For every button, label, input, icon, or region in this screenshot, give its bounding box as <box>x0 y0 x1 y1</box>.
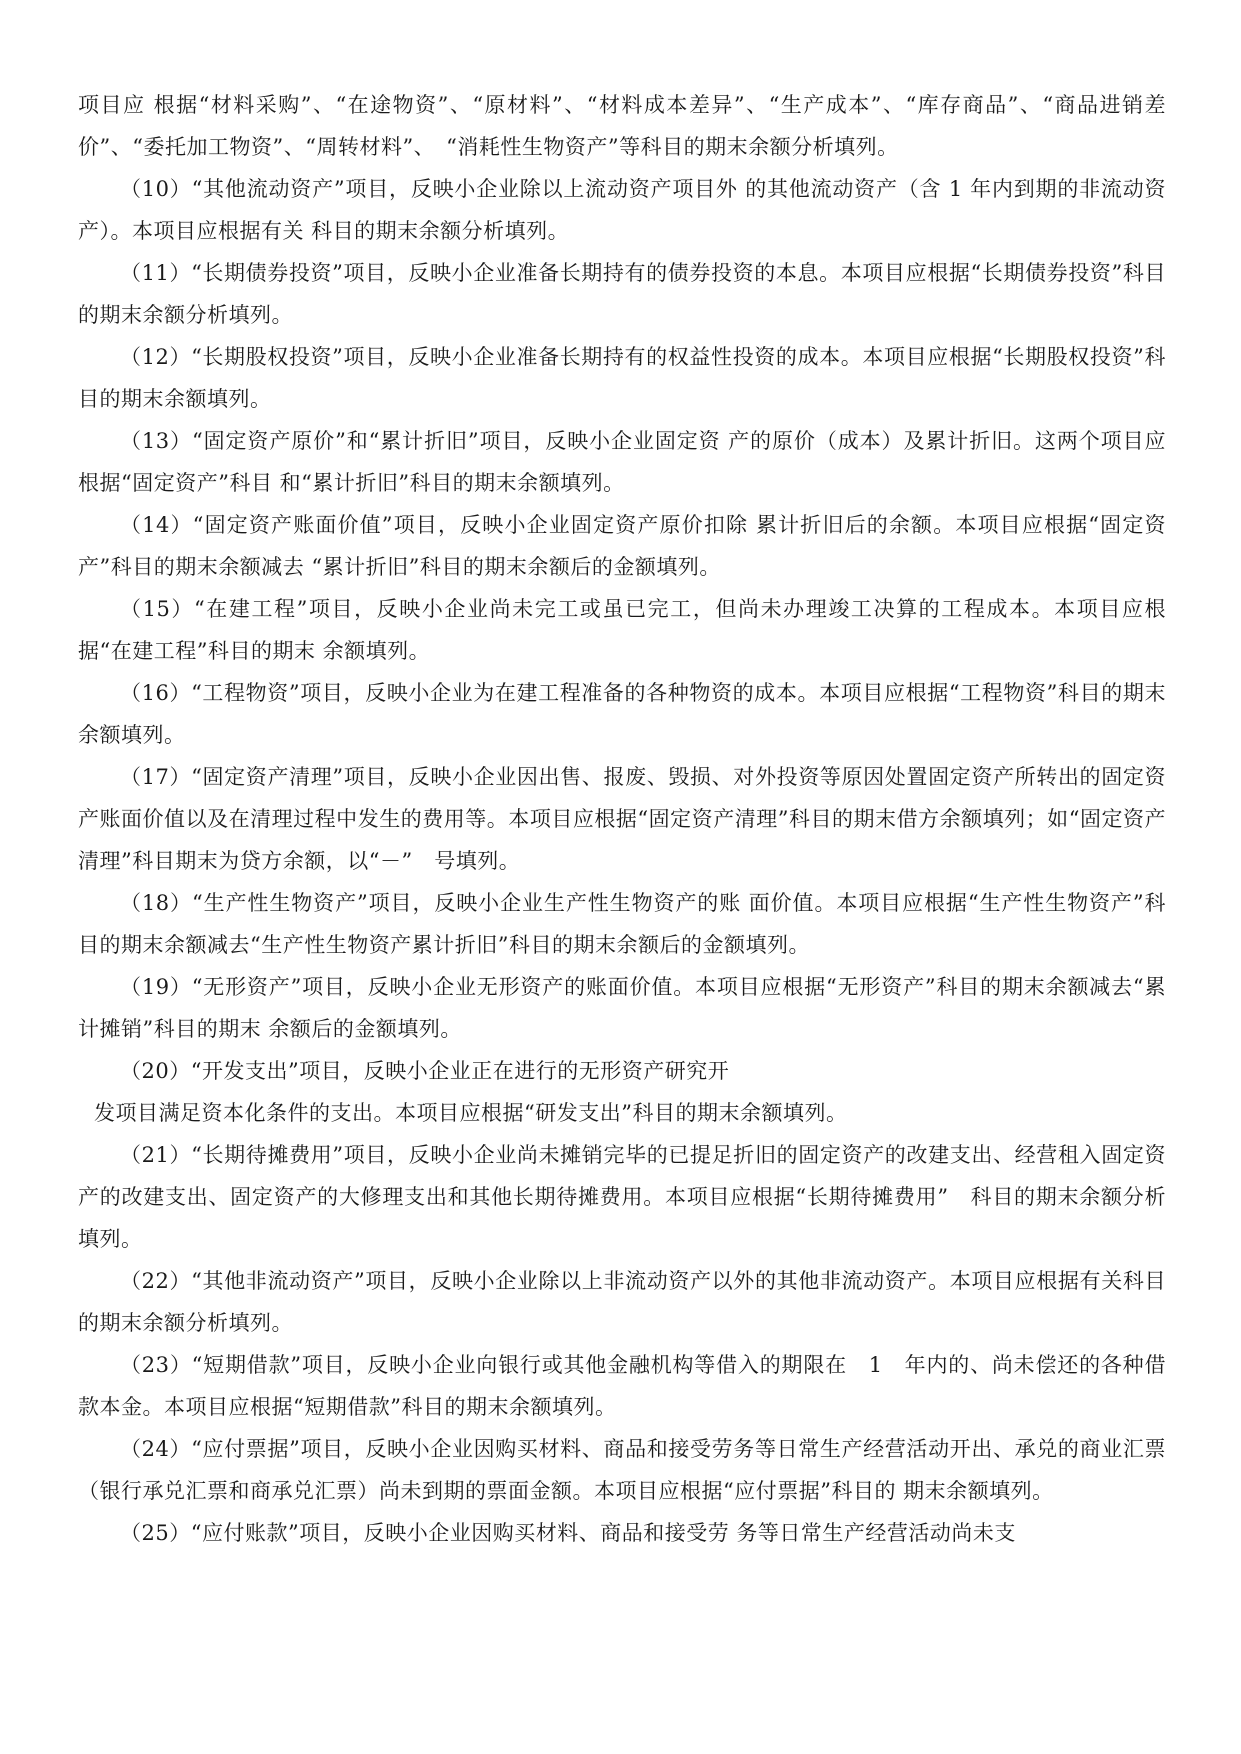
paragraph-item-17: （17）“固定资产清理”项目，反映小企业因出售、报废、毁损、对外投资等原因处置固定资产所转出的固定资产账面价值以及在清理过程中发生的费用等。本项目应根据“固定资产清理”科目的期末借方余额填列；如“固定资产清理”科目期末为贷方余额，以“－” 号填列。 <box>78 765 1166 873</box>
paragraph-item-15: （15）“在建工程”项目，反映小企业尚未完工或虽已完工，但尚未办理竣工决算的工程成本。本项目应根据“在建工程”科目的期末 余额填列。 <box>78 597 1166 663</box>
paragraph-item-12: （12）“长期股权投资”项目，反映小企业准备长期持有的权益性投资的成本。本项目应根据“长期股权投资”科目的期末余额填列。 <box>78 345 1166 411</box>
paragraph-item-18: （18）“生产性生物资产”项目，反映小企业生产性生物资产的账 面价值。本项目应根据“生产性生物资产”科目的期末余额减去“生产性生物资产累计折旧”科目的期末余额后的金额填列。 <box>78 891 1166 957</box>
document-body <box>78 84 1166 1554</box>
paragraph-item-21: （21）“长期待摊费用”项目，反映小企业尚未摊销完毕的已提足折旧的固定资产的改建支出、经营租入固定资产的改建支出、固定资产的大修理支出和其他长期待摊费用。本项目应根据“长期待摊费用” 科目的期末余额分析填列。 <box>78 1143 1166 1251</box>
paragraph-item-16: （16）“工程物资”项目，反映小企业为在建工程准备的各种物资的成本。本项目应根据“工程物资”科目的期末余额填列。 <box>78 681 1166 747</box>
paragraph-item-23: （23）“短期借款”项目，反映小企业向银行或其他金融机构等借入的期限在 1 年内的、尚未偿还的各种借款本金。本项目应根据“短期借款”科目的期末余额填列。 <box>78 1353 1166 1419</box>
paragraph-item-22: （22）“其他非流动资产”项目，反映小企业除以上非流动资产以外的其他非流动资产。本项目应根据有关科目的期末余额分析填列。 <box>78 1269 1166 1335</box>
paragraph-item-13: （13）“固定资产原价”和“累计折旧”项目，反映小企业固定资 产的原价（成本）及累计折旧。这两个项目应根据“固定资产”科目 和“累计折旧”科目的期末余额填列。 <box>78 429 1166 495</box>
paragraph-item-11: （11）“长期债券投资”项目，反映小企业准备长期持有的债券投资的本息。本项目应根据“长期债券投资”科目的期末余额分析填列。 <box>78 261 1166 327</box>
paragraph-item-10: （10）“其他流动资产”项目，反映小企业除以上流动资产项目外 的其他流动资产（含 1 年内到期的非流动资产）。本项目应根据有关 科目的期末余额分析填列。 <box>78 177 1166 243</box>
paragraph-item-25: （25）“应付账款”项目，反映小企业因购买材料、商品和接受劳 务等日常生产经营活动尚未支 <box>120 1521 1016 1545</box>
paragraph-item-19: （19）“无形资产”项目，反映小企业无形资产的账面价值。本项目应根据“无形资产”科目的期末余额减去“累计摊销”科目的期末 余额后的金额填列。 <box>78 975 1166 1041</box>
paragraph-item-14: （14）“固定资产账面价值”项目，反映小企业固定资产原价扣除 累计折旧后的余额。本项目应根据“固定资产”科目的期末余额减去 “累计折旧”科目的期末余额后的金额填列。 <box>78 513 1166 579</box>
paragraph-item-24: （24）“应付票据”项目，反映小企业因购买材料、商品和接受劳务等日常生产经营活动开出、承兑的商业汇票（银行承兑汇票和商承兑汇票）尚未到期的票面金额。本项目应根据“应付票据”科目的 期末余额填列。 <box>78 1437 1166 1503</box>
paragraph-continuation: 项目应 根据“材料采购”、“在途物资”、“原材料”、“材料成本差异”、“生产成本”、“库存商品”、“商品进销差价”、“委托加工物资”、“周转材料”、 “消耗性生物资产”等科目的期末余额分析填列。 <box>78 93 1166 159</box>
paragraph-item-20: （20）“开发支出”项目，反映小企业正在进行的无形资产研究开 <box>120 1059 730 1083</box>
paragraph-item-20-continued: 发项目满足资本化条件的支出。本项目应根据“研发支出”科目的期末余额填列。 <box>94 1101 848 1125</box>
